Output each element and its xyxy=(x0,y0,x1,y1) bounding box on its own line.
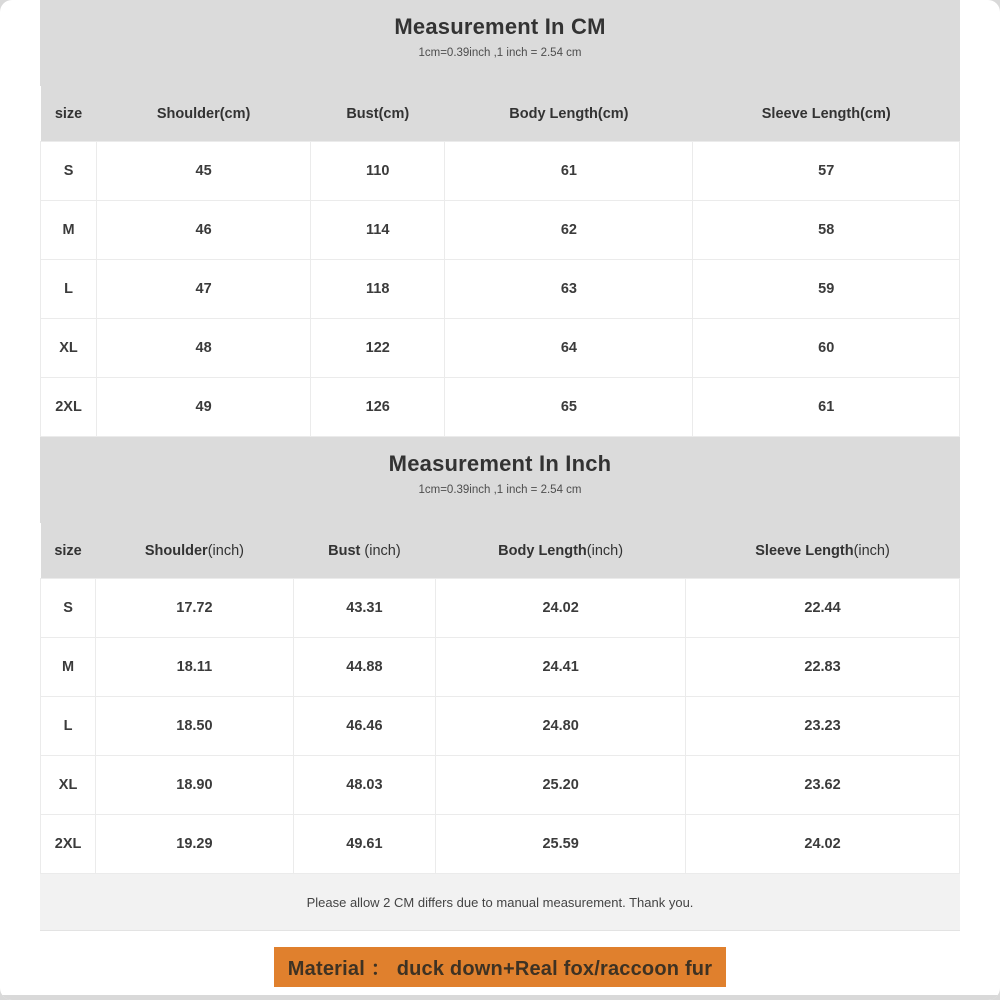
cm-row-l xyxy=(41,260,960,319)
measurement-note-band xyxy=(40,874,960,931)
value-cell: 24.02 xyxy=(436,579,686,638)
value-cell: 22.83 xyxy=(686,638,960,697)
cm-row-2xl xyxy=(41,378,960,437)
value-cell: 61 xyxy=(693,378,960,437)
cm-col-header-shoulder: Shoulder(cm) xyxy=(97,86,311,142)
size-cell: M xyxy=(41,201,97,260)
value-cell: 46.46 xyxy=(293,697,435,756)
cm-col-header-bust: Bust(cm) xyxy=(311,86,445,142)
value-cell: 24.80 xyxy=(436,697,686,756)
value-cell: 24.41 xyxy=(436,638,686,697)
value-cell: 25.20 xyxy=(436,756,686,815)
value-cell: 46 xyxy=(97,201,311,260)
inch-section xyxy=(40,437,960,874)
value-cell: 60 xyxy=(693,319,960,378)
inch-table-title: Measurement In Inch xyxy=(388,451,612,476)
inch-header-row xyxy=(41,523,960,579)
inch-table-subtitle: 1cm=0.39inch ,1 inch = 2.54 cm xyxy=(418,484,582,496)
inch-row-l xyxy=(41,697,960,756)
value-cell: 18.90 xyxy=(96,756,294,815)
value-cell: 48 xyxy=(97,319,311,378)
cm-col-header-body-length: Body Length(cm) xyxy=(445,86,693,142)
cm-row-s xyxy=(41,142,960,201)
value-cell: 58 xyxy=(693,201,960,260)
value-cell: 49.61 xyxy=(293,815,435,874)
inch-row-m xyxy=(41,638,960,697)
measurement-note: Please allow 2 CM differs due to manual measurement. Thank you. xyxy=(306,894,694,910)
inch-row-xl xyxy=(41,756,960,815)
inch-col-header-sleeve-length: Sleeve Length(inch) xyxy=(686,523,960,579)
value-cell: 43.31 xyxy=(293,579,435,638)
bottom-edge-strip xyxy=(0,995,1000,1000)
value-cell: 64 xyxy=(445,319,693,378)
cm-table-subtitle: 1cm=0.39inch ,1 inch = 2.54 cm xyxy=(418,47,582,59)
value-cell: 63 xyxy=(445,260,693,319)
value-cell: 59 xyxy=(693,260,960,319)
inch-row-2xl xyxy=(41,815,960,874)
material-banner: Material ： duck down+Real fox/raccoon fur xyxy=(274,947,726,987)
value-cell: 126 xyxy=(311,378,445,437)
cm-col-header-size: size xyxy=(41,86,97,142)
value-cell: 25.59 xyxy=(436,815,686,874)
inch-col-header-shoulder: Shoulder(inch) xyxy=(96,523,294,579)
inch-col-header-bust: Bust (inch) xyxy=(293,523,435,579)
cm-table xyxy=(40,86,960,437)
value-cell: 18.11 xyxy=(96,638,294,697)
inch-row-s xyxy=(41,579,960,638)
value-cell: 23.62 xyxy=(686,756,960,815)
cm-row-m xyxy=(41,201,960,260)
value-cell: 110 xyxy=(311,142,445,201)
size-cell: S xyxy=(41,142,97,201)
size-chart-content xyxy=(40,0,960,987)
size-cell: XL xyxy=(41,319,97,378)
cm-row-xl xyxy=(41,319,960,378)
inch-col-header-body-length: Body Length(inch) xyxy=(436,523,686,579)
value-cell: 18.50 xyxy=(96,697,294,756)
value-cell: 114 xyxy=(311,201,445,260)
value-cell: 19.29 xyxy=(96,815,294,874)
value-cell: 22.44 xyxy=(686,579,960,638)
cm-col-header-sleeve-length: Sleeve Length(cm) xyxy=(693,86,960,142)
cm-header-row xyxy=(41,86,960,142)
value-cell: 49 xyxy=(97,378,311,437)
cm-title-block xyxy=(40,0,960,86)
value-cell: 57 xyxy=(693,142,960,201)
size-cell: L xyxy=(41,260,97,319)
inch-col-header-size: size xyxy=(41,523,96,579)
value-cell: 122 xyxy=(311,319,445,378)
cm-table-title: Measurement In CM xyxy=(394,14,606,39)
value-cell: 23.23 xyxy=(686,697,960,756)
size-cell: XL xyxy=(41,756,96,815)
value-cell: 47 xyxy=(97,260,311,319)
value-cell: 62 xyxy=(445,201,693,260)
value-cell: 48.03 xyxy=(293,756,435,815)
size-cell: M xyxy=(41,638,96,697)
value-cell: 61 xyxy=(445,142,693,201)
inch-table xyxy=(40,523,960,874)
value-cell: 24.02 xyxy=(686,815,960,874)
material-banner-wrap xyxy=(40,947,960,987)
size-cell: S xyxy=(41,579,96,638)
value-cell: 44.88 xyxy=(293,638,435,697)
size-cell: L xyxy=(41,697,96,756)
value-cell: 17.72 xyxy=(96,579,294,638)
size-cell: 2XL xyxy=(41,815,96,874)
cm-section xyxy=(40,0,960,437)
value-cell: 65 xyxy=(445,378,693,437)
size-cell: 2XL xyxy=(41,378,97,437)
inch-title-block xyxy=(40,437,960,523)
value-cell: 118 xyxy=(311,260,445,319)
value-cell: 45 xyxy=(97,142,311,201)
